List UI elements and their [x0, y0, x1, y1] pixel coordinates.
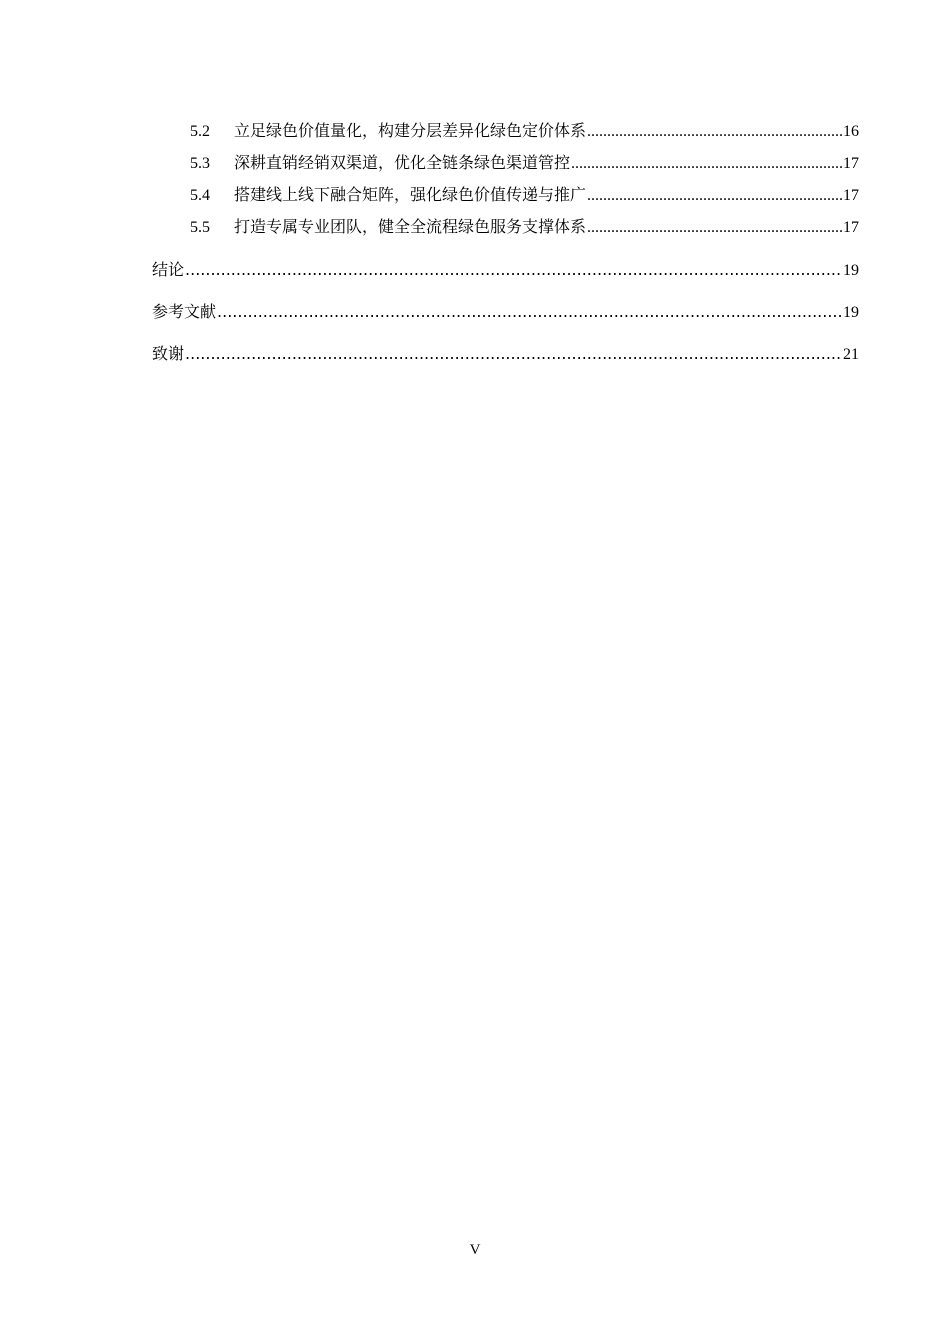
- toc-entry-5-2[interactable]: [152, 120, 859, 152]
- table-of-contents: [152, 120, 859, 374]
- toc-entry-page: 17: [843, 187, 859, 204]
- toc-entry-references[interactable]: [152, 300, 859, 332]
- toc-entry-number: 5.5: [190, 219, 210, 236]
- toc-entry-5-5[interactable]: [152, 216, 859, 248]
- toc-entry-page: 19: [843, 304, 859, 321]
- toc-entry-title: 打造专属专业团队，健全全流程绿色服务支撑体系: [234, 219, 587, 236]
- toc-entry-page: 16: [843, 123, 859, 140]
- toc-entry-title: 致谢: [152, 344, 185, 363]
- toc-entry-page: 21: [843, 346, 859, 363]
- toc-dot-leader: [217, 300, 842, 324]
- toc-dot-leader: [571, 152, 842, 176]
- toc-dot-leader: [587, 184, 842, 208]
- toc-entry-number: 5.3: [190, 155, 210, 172]
- toc-dot-leader: [587, 216, 842, 240]
- page-number: V: [469, 1242, 481, 1258]
- toc-entry-title: 搭建线上线下融合矩阵，强化绿色价值传递与推广: [234, 187, 587, 204]
- toc-entry-page: 19: [843, 262, 859, 279]
- toc-dot-leader: [587, 120, 842, 144]
- toc-entry-number: 5.4: [190, 187, 210, 204]
- toc-entry-5-3[interactable]: [152, 152, 859, 184]
- toc-entry-title: 结论: [152, 260, 185, 279]
- toc-entry-page: 17: [843, 219, 859, 236]
- toc-entry-title: 立足绿色价值量化，构建分层差异化绿色定价体系: [234, 123, 587, 140]
- toc-entry-page: 17: [843, 155, 859, 172]
- toc-entry-acknowledgements[interactable]: [152, 342, 859, 374]
- toc-entry-5-4[interactable]: [152, 184, 859, 216]
- toc-entry-title: 参考文献: [152, 302, 217, 321]
- toc-entry-number: 5.2: [190, 123, 210, 140]
- toc-entry-conclusion[interactable]: [152, 258, 859, 290]
- toc-entry-title: 深耕直销经销双渠道，优化全链条绿色渠道管控: [234, 155, 571, 172]
- toc-dot-leader: [185, 342, 842, 366]
- toc-dot-leader: [185, 258, 842, 282]
